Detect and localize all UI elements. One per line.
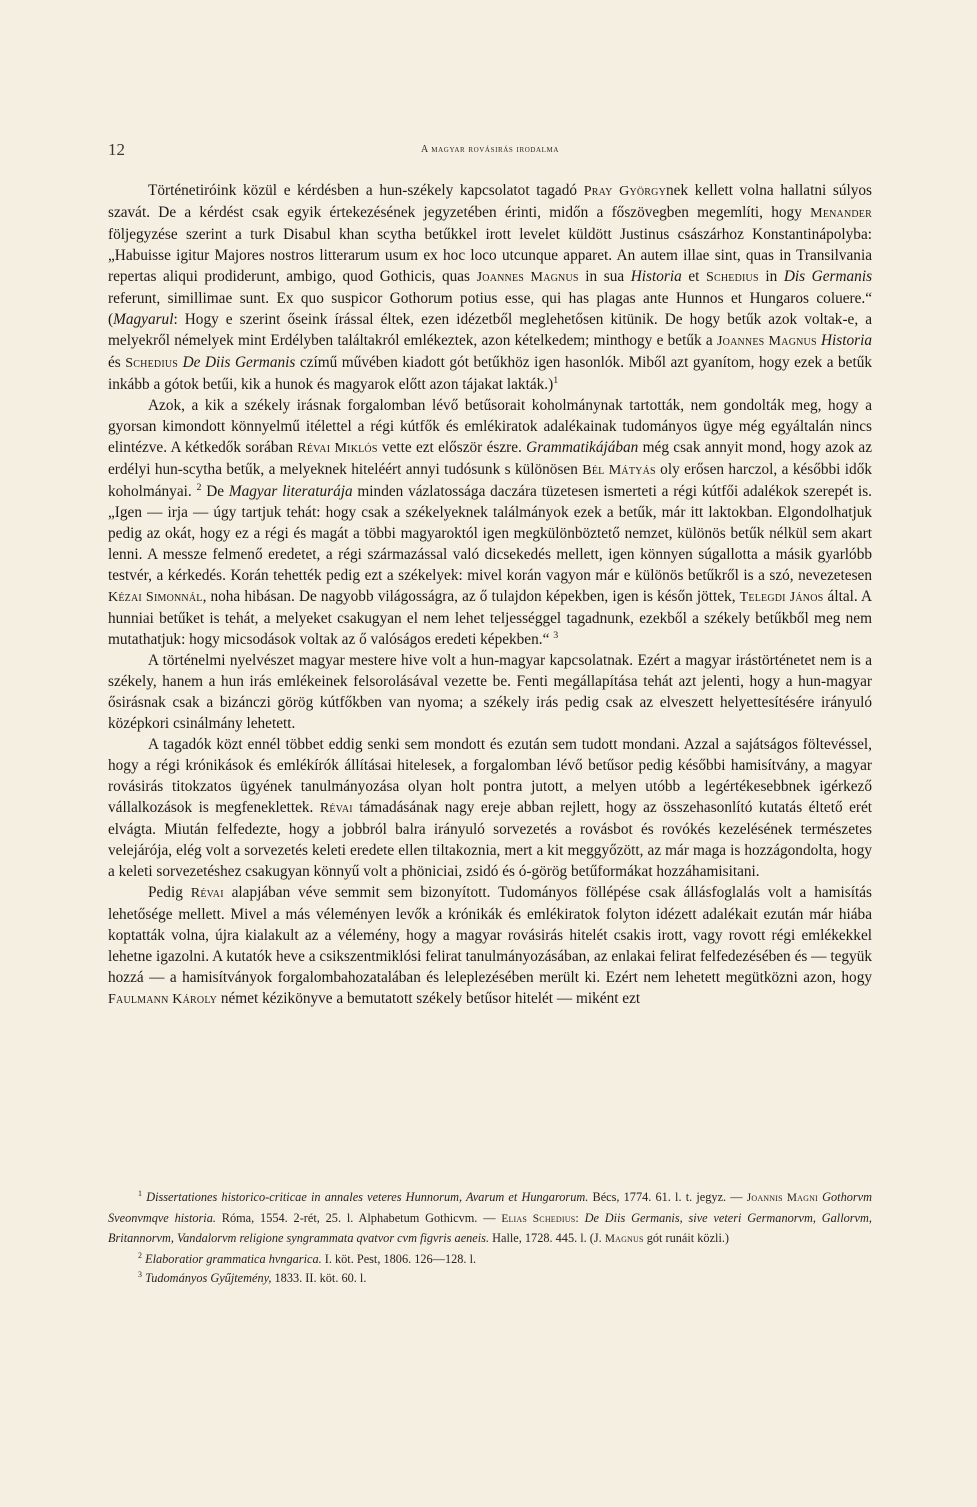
paragraph [108, 180, 872, 395]
text-run: gót runáit közli.) [643, 1231, 730, 1246]
name-text: Menander [810, 205, 872, 221]
text-run: A tagadók közt ennél többet eddig senki sem mondott és ezután sem tudott mondani. Azzal a sajátságos föltevéssel, hogy a régi krónikások és emlékírók állításai hitelesek, a forgalomban lévő betűsor pedig későbbi hamisítvány, a magyar rovásirás titokzatos ügyének tanulmányozása olyan holt pontra jutott, a melyen utóbb a legértékesebbnek igérkező vállalkozások is megfeneklettek. [108, 736, 872, 816]
text-run: in [758, 268, 784, 285]
text-run: Bécs, 1774. 61. l. t. jegyz. — [588, 1190, 747, 1204]
paragraph [108, 395, 872, 650]
text-run: Pedig [148, 884, 191, 901]
text-run: Róma, 1554. 2-rét, 25. l. Alphabetum Gothicvm. — [215, 1210, 502, 1225]
italic-text: Dissertationes historico-criticae in annales veteres Hunnorum, Avarum et Hungarorum. [146, 1190, 589, 1204]
italic-text: Grammatikájában [526, 439, 639, 456]
footnote-ref: 2 [196, 481, 202, 493]
text-run: De [201, 483, 229, 500]
text-run: által. A hunniai betűket is tehát, a melyeket csakugyan el nem lehet teljességgel tagadnunk, ezekből a székely betűkből meg nem mutathatjuk: hogy micsodások voltak az ő valóságos eredeti képekben.“ [108, 588, 872, 648]
text-run: és [108, 354, 126, 371]
text-run: I. köt. Pest, 1806. 126—128. l. [321, 1251, 477, 1266]
text-run: alapjában véve semmit sem bizonyított. Tudományos föllépése csak állásfoglalás volt a hamisítás lehetősége mellett. Mivel a más véleményen levők a krónikák és emlékiratok folyton idézett adalékait ezután már hiába koptatták volna, újra kialakult az a vélemény, hogy a magyar rovásirás hitelét csakis irott, vagy rovott régi emlékekkel lehetne igazolni. A kutatók heve a csikszentmiklósi felirat tanulmányozásában, az enlakai felirat felfedezésében és — tegyük hozzá — a hamisítványok forgalombahozatalában és leleplezésében merült ki. Ezért nem lehetett megütközni azon, hogy [108, 884, 873, 986]
running-head: A magyar rovásirás irodalma [420, 144, 560, 155]
text-run: czímű művében kiadott gót betűkhöz igen hasonlók. Miből azt gyanítom, hogy ezek a betűk inkább a gótok betűi, kik a hunok és magyarok előtt azon tájakat lakták.) [108, 354, 872, 393]
footnote-ref: 2 [138, 1250, 142, 1260]
name-text: Faulmann Károly [108, 991, 218, 1007]
text-run: még csak annyit mond, hogy azok az erdélyi hun-scytha betűk, a melyeknek hiteléért annyi tudósunk s különösen [108, 439, 872, 478]
paragraph [108, 734, 872, 882]
footnote [108, 1269, 872, 1289]
italic-text: Historia [821, 332, 872, 349]
name-text: Joannes Magnus [476, 269, 579, 285]
paragraph [108, 882, 872, 1010]
footnote-ref: 1 [138, 1188, 142, 1198]
text-run: Történetiróink közül e kérdésben a hun-székely kapcsolatot tagadó [148, 182, 584, 199]
italic-text: Gothorvm Sveonvmqve historia. [108, 1190, 873, 1225]
text-run: A történelmi nyelvészet magyar mestere hive volt a hun-magyar kapcsolatnak. Ezért a magyar irástörténetet nem is a székely, hanem a hun irás emlékeinek felsorolásával vezette be. Fenti megállapítása tehát azt jelenti, hogy a hun-magyar ősirásnak csak a bizánczi görög kútfőkben van nyoma; a székely irás pedig csak az elveszett helyettesítésére irányuló középkori csinálmány lehetett. [108, 652, 872, 732]
name-text: Kézai Simonnál [108, 589, 203, 605]
italic-text: Historia [630, 268, 682, 285]
name-text: Révai [190, 885, 224, 901]
name-text: Joannis Magni [746, 1192, 818, 1204]
footnote [108, 1250, 872, 1270]
text-run: Azok, a kik a székely irásnak forgalomban lévő betűsorait koholmánynak tartották, nem gondolták meg, hogy a gyorsan kimondott könnyelmű itélettel a régi kútfők és emlékiratok adalékainak tudományos ügye még egyáltalán nincs elintézve. A kétkedők sorában [108, 397, 872, 456]
footnote-ref: 3 [553, 629, 559, 641]
name-text: Schedius [125, 355, 179, 371]
name-text: Pray György [583, 183, 667, 199]
italic-text: Magyarul [113, 311, 174, 328]
text-run: támadásának nagy ereje abban rejlett, hogy az összehasonlító kutatás éltető erét elvágta. Miután felfedezte, hogy a jobbról balra irányuló sorvezetés a rovásbot és rovókés kezelésének természetes velejárója, elég volt a sorvezetés keleti eredete ellen tiltakoznia, mert a kit meggyőzött, az már maga is hozzágondolta, hogy a keleti sorvezetéshez csakugyan könnyű volt a phöniciai, zsidó és ó-görög betűformákat hozzáhamisitani. [108, 799, 872, 880]
name-text: Telegdi János [739, 589, 824, 605]
italic-text: Dis Germanis [783, 268, 873, 285]
paragraph [108, 650, 872, 734]
text-run: 1833. II. köt. 60. l. [271, 1271, 367, 1286]
text-run: minden vázlatossága daczára tüzetesen ismerteti a régi kútfői adalékok szerepét is. „Igen — irja — úgy tartjuk tehát: hogy csak a székelyeknek találmányok ezek a betűk, már itt laktokban. Elgondolhatjuk pedig az okát, hogy ez a régi és magát a többi magyaroktól igen megkülönböztető nemzet, különös betűk nélkül sem akart lenni. A messze felmenő eredetet, a régi származással való dicsekedés mellett, igen könnyen súgallotta a másik gyarlóbb testvér, a kérkedés. Korán tehették pedig ezt a székelyek: mivel korán vagyon már e különös betűkről is a szó, nevezetesen [108, 483, 872, 584]
text-run: Halle, 1728. 445. l. (J. [489, 1231, 605, 1246]
text-run: in sua [578, 268, 631, 285]
italic-text: De Diis Germanis, sive veteri Germanorvm, Gallorvm, Britannorvm, Vandalorvm religione syngrammata qvatvor cvm figvris aeneis. [108, 1210, 872, 1246]
text-run: , noha hibásan. De nagyobb világosságra, az ő tulajdon képekben, igen is későn jöttek, [202, 588, 740, 605]
text-run: német kézikönyve a bemutatott székely betűsor hitelét — miként ezt [217, 990, 641, 1007]
body-text [108, 180, 872, 1010]
name-text: Schedius [705, 269, 759, 285]
text-run: : [575, 1210, 585, 1225]
name-text: Elias Schedius [501, 1212, 576, 1225]
page-header [108, 140, 872, 162]
name-text: Bél Mátyás [582, 462, 656, 478]
text-run: följegyzése szerint a turk Disabul khan scytha betűkkel irott levelet küldött Justinus császárhoz Konstantinápolyba: „Habuisse igitur Majores nostros litterarum usum ex hoc loco utcunque apparet. An autem illae sint, quas in Transilvania repertas aliqui prodiderunt, ambigo, quod Gothicis, quas [108, 226, 872, 285]
footnotes [108, 1188, 872, 1289]
name-text: Magnus [604, 1233, 644, 1246]
footnote-ref: 3 [138, 1270, 142, 1280]
italic-text: Elaboratior grammatica hvngarica. [145, 1251, 322, 1266]
name-text: Joannes Magnus [716, 333, 817, 349]
footnote [108, 1188, 872, 1250]
text-run: referunt, simillimae sunt. Ex quo suspicor Gothorum potius esse, qui has plagas ante Hunnos et Hungaros coluere.“ ( [108, 290, 872, 328]
text-run: oly erősen harczol, a későbbi idők koholmányai. [108, 461, 873, 500]
italic-text: Tudományos Gyűjtemény, [145, 1271, 272, 1286]
text-run: nek kellett volna hallatni súlyos szavát. De a kérdést csak egyik értekezésének jegyzetében érinti, midőn a főszövegben megemlíti, hogy [108, 182, 873, 221]
name-text: Révai [319, 800, 353, 816]
footnote-ref: 1 [553, 374, 559, 386]
italic-text: Magyar literaturája [228, 483, 353, 500]
italic-text: De Diis Germanis [182, 354, 296, 371]
text-run: et [681, 268, 706, 285]
name-text: Révai Miklós [297, 440, 378, 456]
text-run: vette ezt először észre. [377, 439, 527, 456]
page-number: 12 [108, 140, 125, 159]
text-run: : Hogy e szerint őseink írással éltek, ezen idézetből meglehetősen kitünik. De hogy betűk azok voltak-e, a melyekről némelyek mint Erdélyben találtakról emlékeztek, azon kételkedem; minthogy e betűk a [108, 311, 872, 349]
